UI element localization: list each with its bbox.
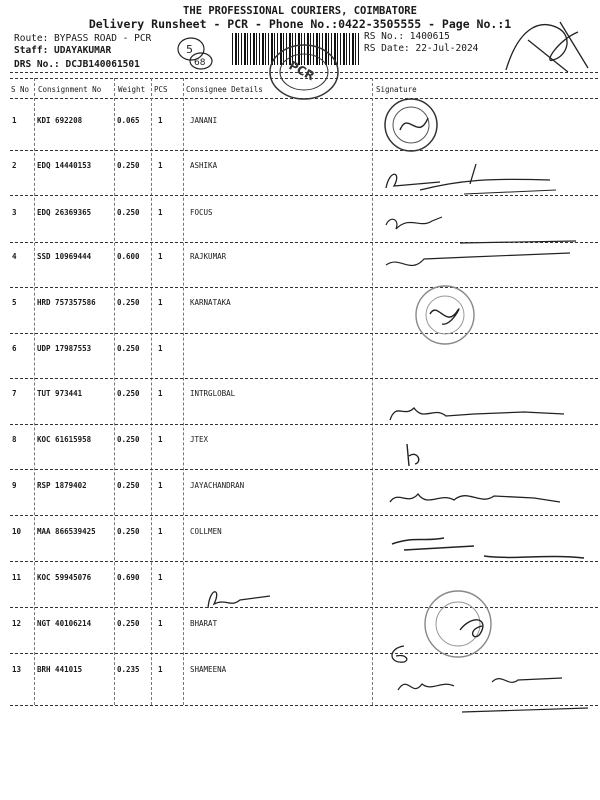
signature-scribble xyxy=(395,440,435,470)
header-pcs: PCS xyxy=(154,85,168,94)
row-weight: 0.250 xyxy=(117,344,140,353)
header-weight: Weight xyxy=(118,85,146,94)
row-pcs: 1 xyxy=(158,298,163,307)
row-consignee: JTEX xyxy=(190,435,209,444)
row-weight: 0.065 xyxy=(117,116,140,125)
row-divider xyxy=(10,378,598,379)
staff-label: Staff: UDAYAKUMAR xyxy=(14,45,112,56)
signature-scribble xyxy=(384,480,574,514)
signature-scribble xyxy=(380,160,560,198)
row-sno: 13 xyxy=(12,665,22,674)
row-divider xyxy=(10,150,598,151)
row-pcs: 1 xyxy=(158,573,163,582)
badge-top-text: 5 xyxy=(186,43,193,56)
row-consignment: EDQ 14440153 xyxy=(37,161,92,170)
badge-bottom-text: 68 xyxy=(194,58,206,68)
row-consignee: RAJKUMAR xyxy=(190,252,227,261)
row-sno: 10 xyxy=(12,527,22,536)
row-divider xyxy=(10,653,598,654)
header-signature: Signature xyxy=(376,85,417,94)
signature-scribble xyxy=(392,668,592,724)
header-rule-lower xyxy=(10,98,598,99)
header-consignee: Consignee Details xyxy=(186,85,263,94)
row-consignee: KARNATAKA xyxy=(190,298,231,307)
row-sno: 11 xyxy=(12,573,22,582)
company-name: THE PROFESSIONAL COURIERS, COIMBATORE xyxy=(183,5,417,17)
column-separator xyxy=(183,78,184,705)
row-pcs: 1 xyxy=(158,208,163,217)
row-consignment: EDQ 26369365 xyxy=(37,208,92,217)
row-consignee: JAYACHANDRAN xyxy=(190,481,245,490)
signature-scribble xyxy=(200,580,280,616)
row-consignment: MAA 866539425 xyxy=(37,527,96,536)
row-weight: 0.600 xyxy=(117,252,140,261)
row-consignment: NGT 40106214 xyxy=(37,619,92,628)
header-consignment: Consignment No xyxy=(38,85,102,94)
header-rule-top xyxy=(10,72,598,73)
rs-number: RS No.: 1400615 xyxy=(364,31,450,42)
header-sno: S No xyxy=(11,85,30,94)
row-pcs: 1 xyxy=(158,161,163,170)
row-divider xyxy=(10,607,598,608)
column-separator xyxy=(151,78,152,705)
row-pcs: 1 xyxy=(158,665,163,674)
row-pcs: 1 xyxy=(158,252,163,261)
row-consignment: HRD 757357586 xyxy=(37,298,96,307)
row-pcs: 1 xyxy=(158,116,163,125)
seal-stamp-icon xyxy=(378,96,444,154)
row-pcs: 1 xyxy=(158,527,163,536)
row-consignment: SSD 10969444 xyxy=(37,252,92,261)
row-pcs: 1 xyxy=(158,481,163,490)
row-pcs: 1 xyxy=(158,619,163,628)
row-sno: 1 xyxy=(12,116,17,125)
route-label: Route: BYPASS ROAD - PCR xyxy=(14,33,152,44)
row-weight: 0.250 xyxy=(117,619,140,628)
header-rule-upper xyxy=(10,78,598,79)
row-weight: 0.250 xyxy=(117,298,140,307)
row-sno: 7 xyxy=(12,389,17,398)
row-weight: 0.250 xyxy=(117,527,140,536)
column-separator xyxy=(114,78,115,705)
row-consignee: ASHIKA xyxy=(190,161,218,170)
signature-scribble xyxy=(384,640,414,670)
row-consignee: FOCUS xyxy=(190,208,213,217)
seal-stamp-icon xyxy=(420,586,496,662)
row-sno: 8 xyxy=(12,435,17,444)
row-sno: 5 xyxy=(12,298,17,307)
row-divider xyxy=(10,333,598,334)
signature-scribble xyxy=(384,392,574,432)
row-pcs: 1 xyxy=(158,435,163,444)
pcr-round-stamp xyxy=(266,42,342,106)
row-consignment: RSP 1879402 xyxy=(37,481,87,490)
column-separator xyxy=(34,78,35,705)
row-consignee: JANANI xyxy=(190,116,218,125)
stamp-text: PCR xyxy=(286,58,317,84)
seal-stamp-icon xyxy=(412,280,478,350)
row-weight: 0.250 xyxy=(117,389,140,398)
row-weight: 0.690 xyxy=(117,573,140,582)
row-divider xyxy=(10,515,598,516)
handwritten-badge xyxy=(173,35,213,71)
row-consignment: UDP 17987553 xyxy=(37,344,92,353)
row-consignee: SHAMEENA xyxy=(190,665,227,674)
row-consignment: KOC 59945076 xyxy=(37,573,92,582)
row-consignee: COLLMEN xyxy=(190,527,222,536)
row-divider xyxy=(10,287,598,288)
row-consignment: TUT 973441 xyxy=(37,389,83,398)
row-pcs: 1 xyxy=(158,389,163,398)
row-weight: 0.250 xyxy=(117,435,140,444)
row-sno: 2 xyxy=(12,161,17,170)
runsheet-title: Delivery Runsheet - PCR - Phone No.:0422-3505555 - Page No.:1 xyxy=(88,17,512,31)
row-sno: 3 xyxy=(12,208,17,217)
row-sno: 9 xyxy=(12,481,17,490)
row-consignment: BRH 441015 xyxy=(37,665,83,674)
row-pcs: 1 xyxy=(158,344,163,353)
row-consignment: KDI 692208 xyxy=(37,116,83,125)
row-consignee: BHARAT xyxy=(190,619,218,628)
column-separator xyxy=(372,78,373,705)
signature-scribble xyxy=(384,526,594,570)
row-consignment: KOC 61615958 xyxy=(37,435,92,444)
row-divider xyxy=(10,469,598,470)
row-weight: 0.235 xyxy=(117,665,140,674)
row-sno: 4 xyxy=(12,252,17,261)
row-weight: 0.250 xyxy=(117,481,140,490)
row-sno: 6 xyxy=(12,344,17,353)
row-sno: 12 xyxy=(12,619,22,628)
signature-scribble xyxy=(380,205,580,283)
rs-date: RS Date: 22-Jul-2024 xyxy=(364,43,479,54)
drs-number: DRS No.: DCJB140061501 xyxy=(14,59,140,70)
row-weight: 0.250 xyxy=(117,208,140,217)
handwritten-circle-icon xyxy=(173,35,213,71)
row-weight: 0.250 xyxy=(117,161,140,170)
row-consignee: INTRGLOBAL xyxy=(190,389,236,398)
